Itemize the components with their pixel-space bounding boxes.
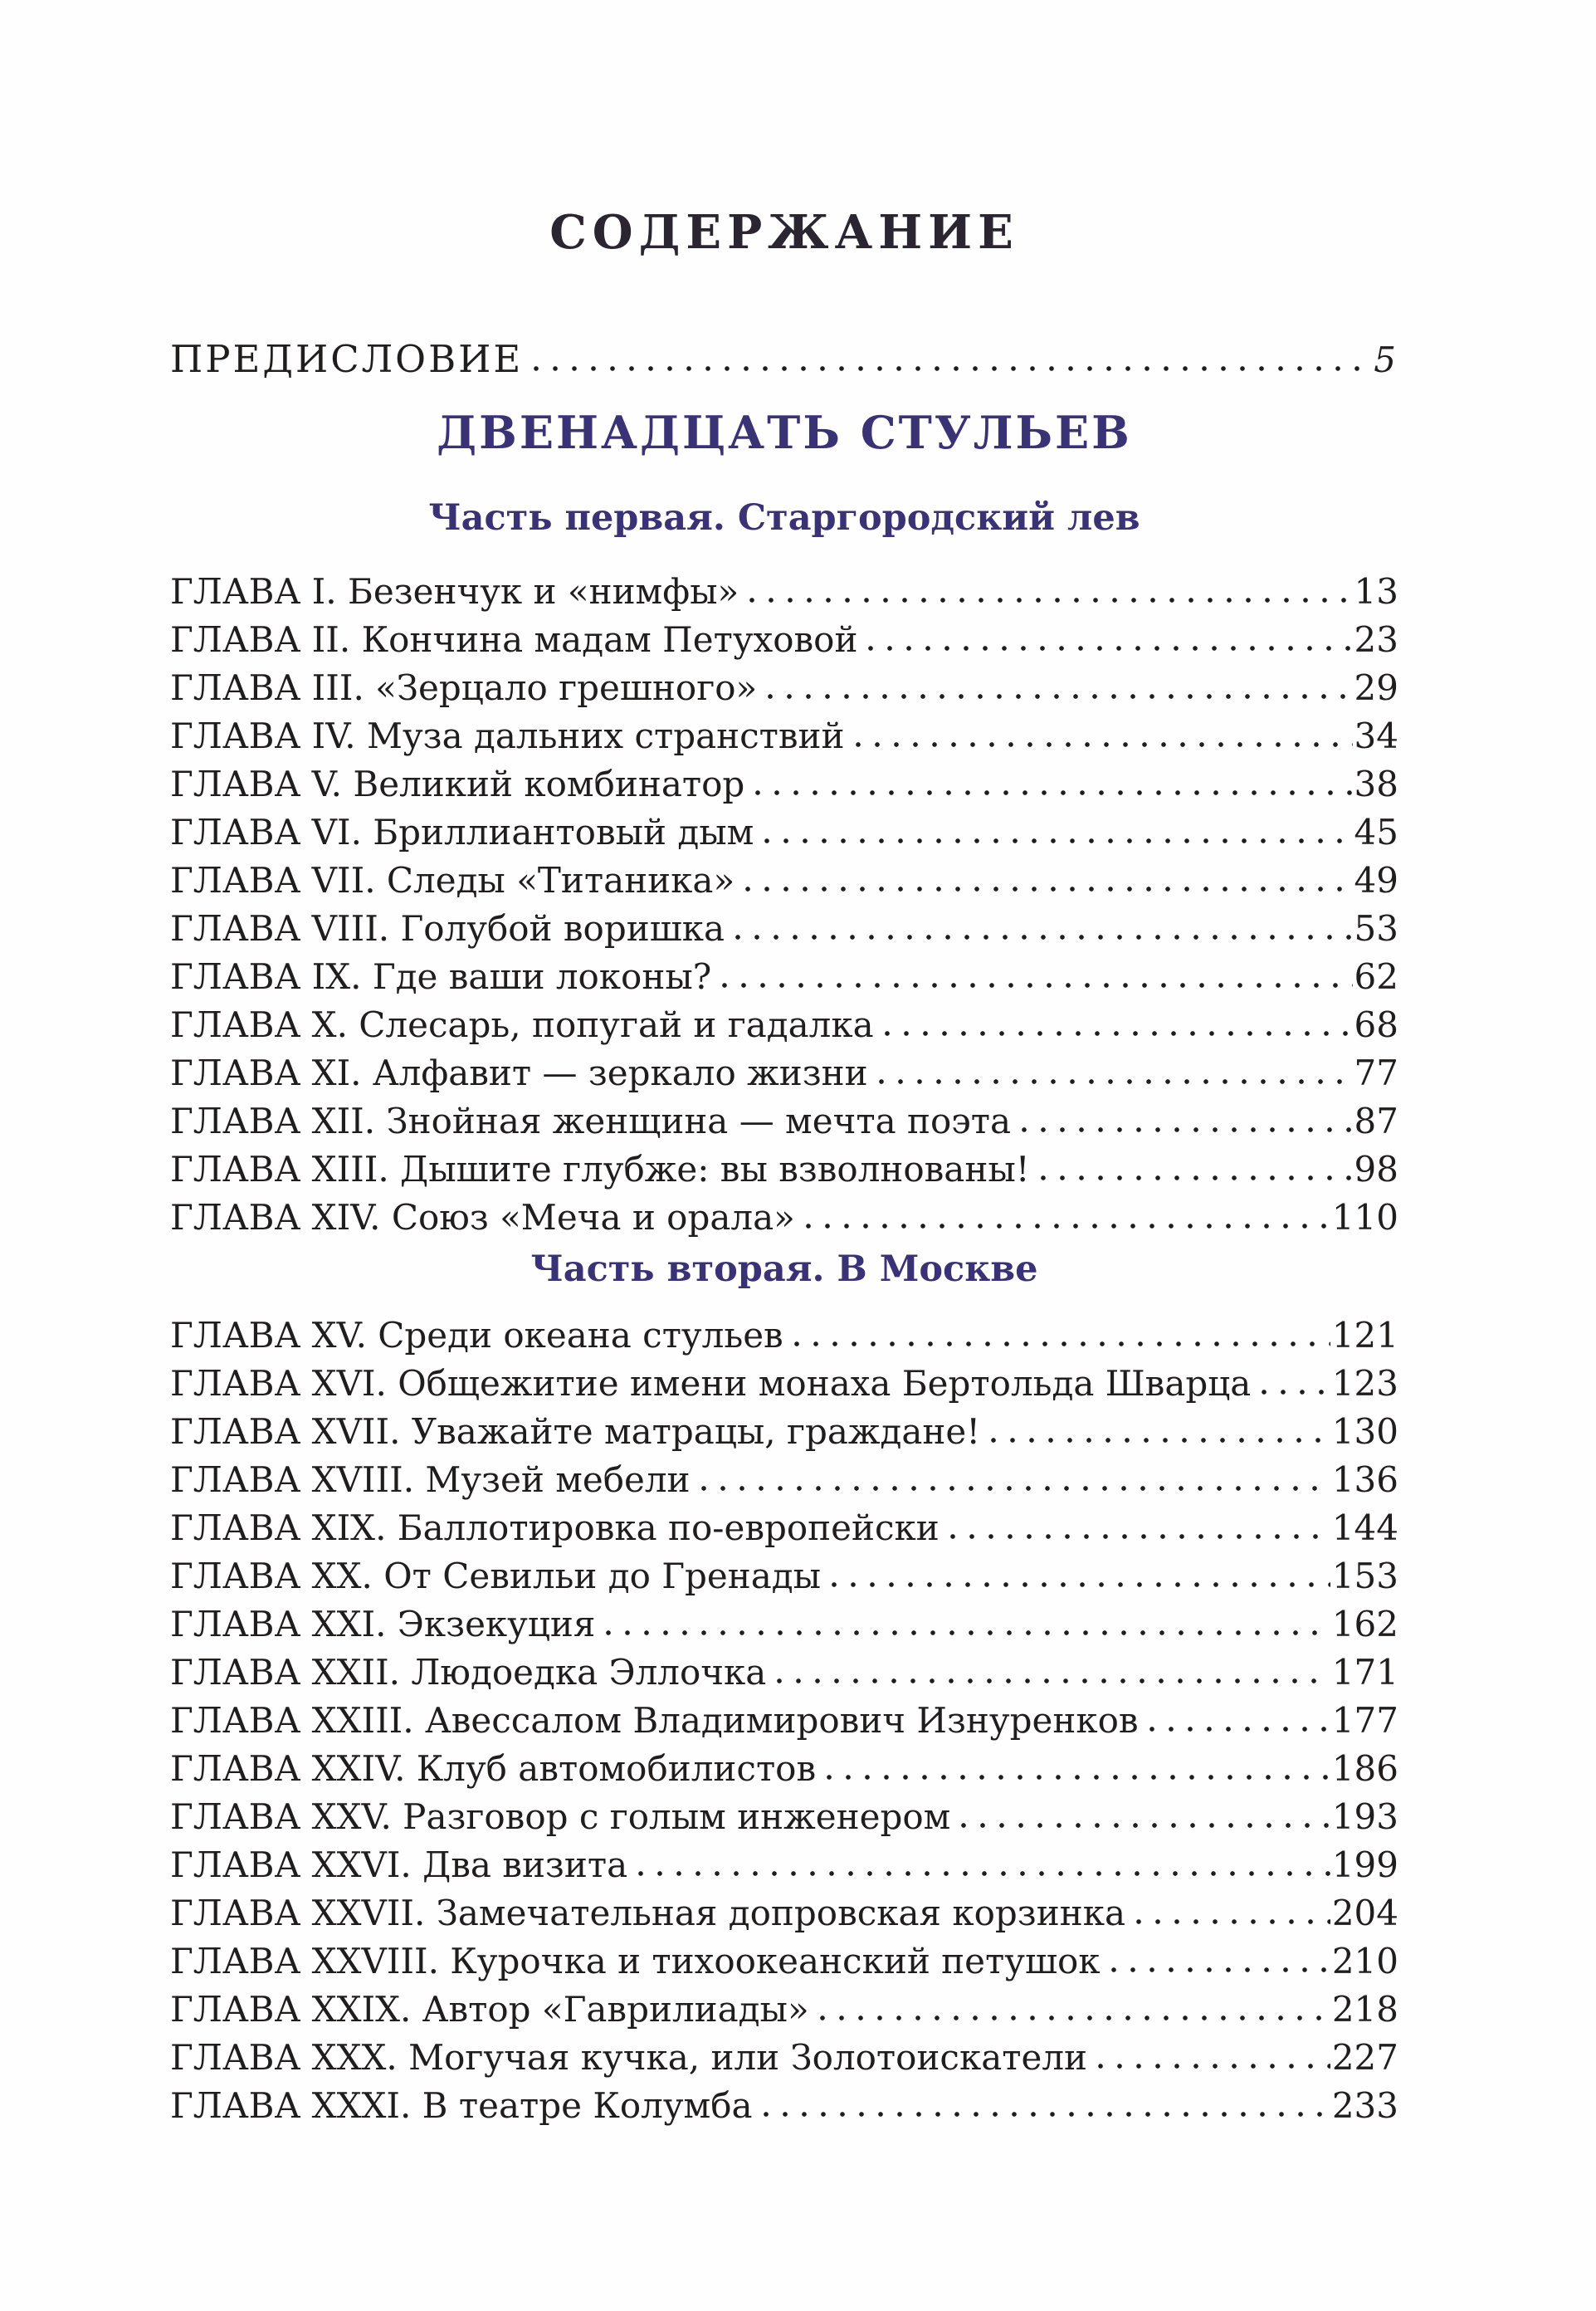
toc-entry [170, 664, 1398, 712]
toc-entry-title: ГЛАВА XVII. Уважайте матрацы, граждане! [170, 1411, 981, 1452]
toc-page-number: 136 [1331, 1459, 1398, 1500]
toc-entry-title: ГЛАВА VI. Бриллиантовый дым [170, 812, 754, 853]
toc-entry-title: ГЛАВА XX. От Севильи до Гренады [170, 1556, 822, 1596]
part-one-heading: Часть первая. Старгородский лев [428, 497, 1140, 539]
toc-page-number: 121 [1331, 1315, 1398, 1356]
toc-entry [170, 1049, 1398, 1097]
toc-entry-title: ГЛАВА XXIII. Авессалом Владимирович Изнуренков [170, 1700, 1139, 1741]
toc-entry-title: ГЛАВА XVIII. Музей мебели [170, 1459, 691, 1500]
dot-leader [605, 1629, 1330, 1636]
toc-entry [170, 1504, 1398, 1552]
toc-entry [170, 1146, 1398, 1194]
toc-entry-title: ГЛАВА XXV. Разговор с голым инженером [170, 1796, 951, 1837]
toc-entry [170, 1408, 1398, 1456]
dot-leader [744, 885, 1352, 892]
toc-entry [170, 1194, 1398, 1242]
dot-leader [721, 981, 1352, 989]
part-two-heading: Часть вторая. В Москве [530, 1248, 1038, 1290]
toc-entry [170, 1889, 1398, 1937]
toc-entry-title: ГЛАВА XXI. Экзекуция [170, 1604, 596, 1644]
toc-entry [170, 1312, 1398, 1360]
page-title: СОДЕРЖАНИЕ [549, 205, 1019, 260]
dot-leader [764, 837, 1352, 844]
toc-page-number: 153 [1331, 1556, 1398, 1596]
toc-page-number: 34 [1354, 716, 1398, 756]
toc-entry [170, 1097, 1398, 1146]
dot-leader [884, 1029, 1353, 1037]
dot-leader [960, 1821, 1330, 1829]
toc-entry-title: ГЛАВА XXXI. В театре Колумба [170, 2085, 753, 2126]
dot-leader [819, 2014, 1330, 2021]
toc-entry-title: ГЛАВА V. Великий комбинатор [170, 764, 745, 804]
dot-leader [1040, 1174, 1353, 1181]
toc-page-number: 123 [1331, 1363, 1398, 1404]
toc-entry-title: ГЛАВА VII. Следы «Титаника» [170, 860, 735, 901]
dot-leader [855, 740, 1353, 748]
dot-leader [1135, 1918, 1330, 1925]
dot-leader [990, 1436, 1330, 1444]
toc-entry [170, 1001, 1398, 1049]
toc-entry-title: ГЛАВА XVI. Общежитие имени монаха Бертольда Шварца [170, 1363, 1252, 1404]
dot-leader [826, 1773, 1330, 1781]
toc-entry [170, 1793, 1398, 1841]
preface-label: ПРЕДИСЛОВИЕ [170, 337, 524, 381]
toc-page-number: 144 [1331, 1507, 1398, 1548]
toc-entry [170, 953, 1398, 1001]
toc-entry [170, 1360, 1398, 1408]
toc-page-number: 53 [1354, 908, 1398, 949]
dot-leader [1261, 1388, 1330, 1395]
dot-leader [867, 644, 1352, 652]
toc-entry-title: ГЛАВА VIII. Голубой воришка [170, 908, 725, 949]
toc-page-number: 171 [1331, 1652, 1398, 1693]
toc-entry-title: ГЛАВА XIV. Союз «Меча и орала» [170, 1197, 795, 1238]
dot-leader [763, 2110, 1330, 2118]
toc-page-number: 77 [1354, 1053, 1398, 1093]
toc-page-number: 233 [1331, 2085, 1398, 2126]
toc-entry-title: ГЛАВА II. Кончина мадам Петуховой [170, 619, 858, 660]
toc-entry [170, 1552, 1398, 1600]
toc-entry [170, 1600, 1398, 1649]
dot-leader [749, 596, 1352, 603]
toc-page-number: 199 [1331, 1844, 1398, 1885]
toc-page-number: 227 [1331, 2037, 1398, 2078]
toc-page-number: 218 [1331, 1989, 1398, 2030]
toc-entry-title: ГЛАВА XXII. Людоедка Эллочка [170, 1652, 767, 1693]
toc-entry-title: ГЛАВА I. Безенчук и «нимфы» [170, 571, 739, 612]
toc-entry [170, 1986, 1398, 2034]
toc-entry [170, 1937, 1398, 1986]
toc-entry-title: ГЛАВА XXVIII. Курочка и тихоокеанский петушок [170, 1941, 1101, 1981]
toc-page-number: 193 [1331, 1796, 1398, 1837]
toc-entry-title: ГЛАВА XXVI. Два визита [170, 1844, 628, 1885]
toc-page-number: 204 [1331, 1893, 1398, 1933]
toc-page-number: 68 [1354, 1004, 1398, 1045]
dot-leader [1097, 2062, 1330, 2069]
toc-entry [170, 1697, 1398, 1745]
toc-entry [170, 712, 1398, 760]
toc-entry [170, 2034, 1398, 2082]
toc-entry [170, 760, 1398, 809]
toc-entry-title: ГЛАВА XXIX. Автор «Гаврилиады» [170, 1989, 809, 2030]
dot-leader [793, 1340, 1330, 1347]
toc-entry-title: ГЛАВА XXIV. Клуб автомобилистов [170, 1748, 817, 1789]
preface-row [170, 335, 1398, 384]
toc-page-number: 62 [1354, 956, 1398, 997]
dot-leader [533, 364, 1372, 372]
toc-entry [170, 809, 1398, 857]
dot-leader [637, 1869, 1330, 1877]
dot-leader [767, 692, 1352, 700]
toc-entry-title: ГЛАВА XIX. Баллотировка по-европейски [170, 1507, 940, 1548]
toc-entry-title: ГЛАВА XXX. Могучая кучка, или Золотоискатели [170, 2037, 1088, 2078]
dot-leader [949, 1532, 1330, 1540]
toc-page-number: 98 [1354, 1149, 1398, 1190]
toc-entry [170, 616, 1398, 664]
toc-entry [170, 1745, 1398, 1793]
dot-leader [1021, 1126, 1353, 1133]
toc-page-number: 110 [1331, 1197, 1398, 1238]
toc-page-number: 49 [1354, 860, 1398, 901]
toc-entry [170, 2082, 1398, 2130]
toc-entry [170, 1649, 1398, 1697]
toc-entry [170, 1841, 1398, 1889]
toc-page-number: 87 [1354, 1101, 1398, 1141]
toc-entry [170, 857, 1398, 905]
toc-page-number: 130 [1331, 1411, 1398, 1452]
toc-entry [170, 1456, 1398, 1504]
toc-page-number: 45 [1354, 812, 1398, 853]
dot-leader [700, 1484, 1330, 1492]
toc-entry-title: ГЛАВА XII. Знойная женщина — мечта поэта [170, 1101, 1012, 1141]
dot-leader [754, 789, 1352, 796]
toc-entry-title: ГЛАВА XXVII. Замечательная допровская корзинка [170, 1893, 1125, 1933]
toc-page-number: 38 [1354, 764, 1398, 804]
toc-entry-title: ГЛАВА X. Слесарь, попугай и гадалка [170, 1004, 874, 1045]
dot-leader [805, 1222, 1330, 1229]
dot-leader [878, 1077, 1353, 1085]
dot-leader [735, 933, 1353, 941]
toc-list-part-two [170, 1312, 1398, 2130]
toc-entry-title: ГЛАВА XIII. Дышите глубже: вы взволнованы! [170, 1149, 1030, 1190]
toc-page-number: 23 [1354, 619, 1398, 660]
toc-list-part-one [170, 568, 1398, 1242]
toc-page-number: 186 [1331, 1748, 1398, 1789]
dot-leader [1110, 1966, 1330, 1973]
toc-page-number: 162 [1331, 1604, 1398, 1644]
dot-leader [776, 1677, 1330, 1684]
toc-entry [170, 568, 1398, 616]
preface-page-number: 5 [1374, 340, 1398, 380]
toc-page-number: 210 [1331, 1941, 1398, 1981]
toc-page-number: 13 [1354, 571, 1398, 612]
toc-entry-title: ГЛАВА IV. Муза дальних странствий [170, 716, 845, 756]
toc-entry-title: ГЛАВА XV. Среди океана стульев [170, 1315, 783, 1356]
toc-entry-title: ГЛАВА III. «Зерцало грешного» [170, 667, 758, 708]
toc-entry [170, 905, 1398, 953]
dot-leader [1149, 1725, 1330, 1732]
toc-entry-title: ГЛАВА IX. Где ваши локоны? [170, 956, 712, 997]
toc-entry-title: ГЛАВА XI. Алфавит — зеркало жизни [170, 1053, 868, 1093]
dot-leader [831, 1581, 1330, 1588]
toc-page-number: 29 [1354, 667, 1398, 708]
book-title: ДВЕНАДЦАТЬ СТУЛЬЕВ [437, 406, 1132, 459]
toc-page-number: 177 [1331, 1700, 1398, 1741]
